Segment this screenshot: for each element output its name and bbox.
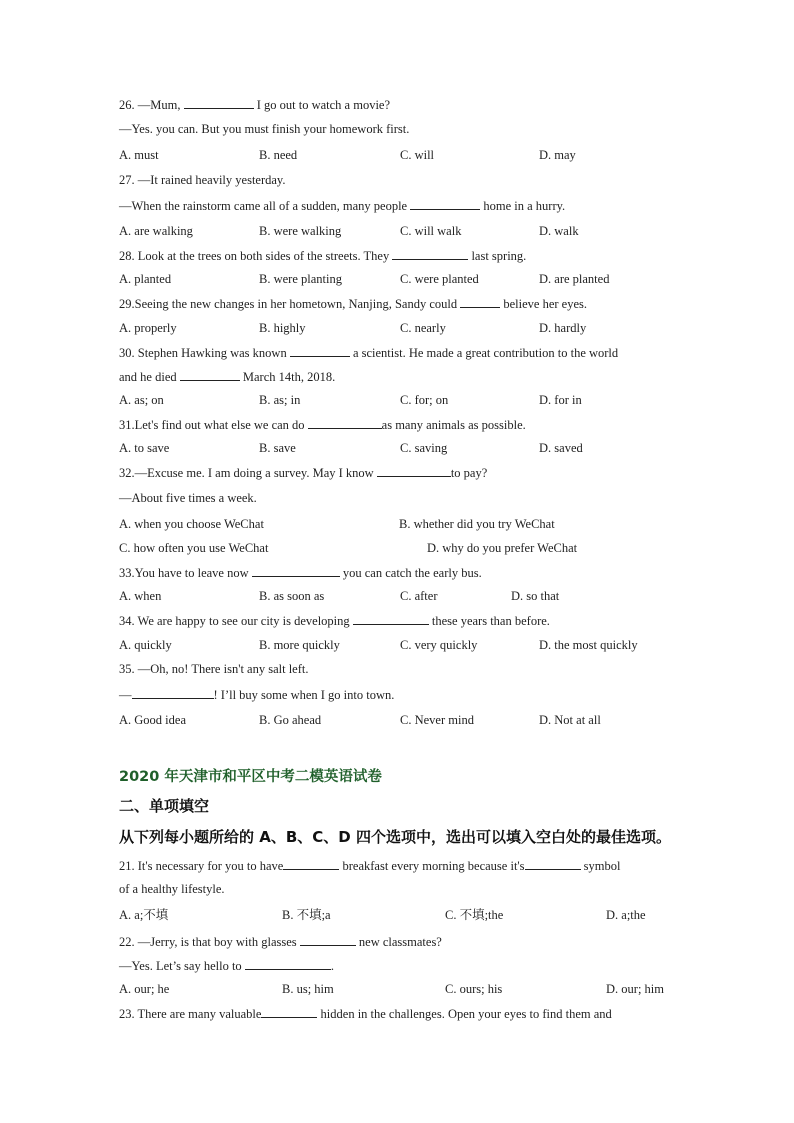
question-31 [119,416,526,433]
q35-option-a: A. Good idea [119,713,186,727]
q34-text-before: 34. We are happy to see our city is developing [119,614,350,628]
q32-text-after: to pay? [450,466,488,480]
question-28 [119,247,526,264]
q30-blank-1 [290,344,350,357]
q31-option-a: A. to save [119,441,170,455]
q30-text-before: 30. Stephen Hawking was known [119,346,287,360]
q30-option-c: C. for; on [400,393,449,407]
q32-option-c: C. how often you use WeChat [119,541,269,555]
q30-text-after: a scientist. He made a great contribution to the world [352,346,619,360]
q21-option-c: C. 不填;the [445,908,504,922]
q22-reply [119,957,334,974]
q29-text-before: 29.Seeing the new changes in her hometown, Nanjing, Sandy could [119,297,458,311]
q26-option-a: A. must [119,148,159,162]
question-26 [119,96,390,113]
q33-option-b: B. as soon as [259,589,325,603]
q31-option-b: B. save [259,441,296,455]
q22-text-before-2: —Yes. Let’s say hello to [119,959,242,973]
question-27: 27. —It rained heavily yesterday. [119,173,286,187]
q27-reply [119,197,565,214]
q34-blank [353,612,429,625]
question-29 [119,295,587,312]
q31-text-after: as many animals as possible. [381,418,526,432]
q21-blank-1 [283,857,339,870]
q33-option-c: C. after [400,589,438,603]
q28-option-d: D. are planted [539,272,610,286]
question-21 [119,857,620,874]
q35-blank [132,686,214,699]
question-34 [119,612,550,629]
q30-line-2 [119,368,335,385]
q21-blank-2 [525,857,581,870]
q27-text-after: home in a hurry. [483,199,566,213]
q32-option-d: D. why do you prefer WeChat [427,541,578,555]
q27-option-d: D. walk [539,224,579,238]
q31-blank [308,416,382,429]
exam-title: 2020 年天津市和平区中考二模英语试卷 [119,769,382,785]
q34-option-d: D. the most quickly [539,638,638,652]
q34-option-b: B. more quickly [259,638,340,652]
q22-option-c: C. ours; his [445,982,503,996]
q21-option-b: B. 不填;a [282,908,331,922]
q30-option-d: D. for in [539,393,582,407]
q27-blank [410,197,480,210]
q29-option-a: A. properly [119,321,177,335]
q21-text-mid: breakfast every morning because it's [342,859,525,873]
q31-option-c: C. saving [400,441,448,455]
q26-option-c: C. will [400,148,435,162]
q23-blank [261,1005,317,1018]
q26-option-b: B. need [259,148,298,162]
q27-option-b: B. were walking [259,224,342,238]
q33-option-d: D. so that [511,589,560,603]
q23-text-after: hidden in the challenges. Open your eyes to find them and [320,1007,612,1021]
q31-option-d: D. saved [539,441,583,455]
q32-option-b: B. whether did you try WeChat [399,517,555,531]
q22-text-before: 22. —Jerry, is that boy with glasses [119,935,297,949]
q32-reply: —About five times a week. [119,491,257,505]
q28-option-a: A. planted [119,272,172,286]
question-33 [119,564,482,581]
q32-blank [377,464,451,477]
q30-option-a: A. as; on [119,393,164,407]
q35-text-before: — [119,688,132,702]
q22-blank-2 [245,957,331,970]
question-30 [119,344,618,361]
q21-line-2: of a healthy lifestyle. [119,882,225,896]
q26-reply: —Yes. you can. But you must finish your homework first. [119,122,410,136]
q29-option-d: D. hardly [539,321,587,335]
q26-text-before: 26. —Mum, [119,98,181,112]
q22-text-after-2: . [330,959,334,973]
q28-option-b: B. were planting [259,272,342,286]
q28-text-before: 28. Look at the trees on both sides of the streets. They [119,249,390,263]
q30-text-after-2: March 14th, 2018. [242,370,336,384]
q26-blank [184,96,254,109]
q22-blank-1 [300,933,356,946]
q21-text-after: symbol [583,859,621,873]
question-23 [119,1005,612,1022]
q27-text-before: —When the rainstorm came all of a sudden, many people [119,199,408,213]
q27-option-a: A. are walking [119,224,193,238]
q27-option-c: C. will walk [400,224,462,238]
q21-option-d: D. a;the [606,908,646,922]
q33-text-after: you can catch the early bus. [342,566,482,580]
q23-text-before: 23. There are many valuable [119,1007,262,1021]
q35-option-d: D. Not at all [539,713,601,727]
q22-option-b: B. us; him [282,982,334,996]
q21-option-a: A. a;不填 [119,908,169,922]
q33-blank [252,564,340,577]
q22-text-after: new classmates? [358,935,442,949]
q21-text-before: 21. It's necessary for you to have [119,859,284,873]
q29-option-b: B. highly [259,321,306,335]
section-heading: 二、单项填空 [119,797,210,815]
question-35: 35. —Oh, no! There isn't any salt left. [119,662,309,676]
q30-text-before-2: and he died [119,370,177,384]
q35-option-c: C. Never mind [400,713,474,727]
q35-text-after: ! I’ll buy some when I go into town. [213,688,395,702]
question-32 [119,464,487,481]
q31-text-before: 31.Let's find out what else we can do [119,418,305,432]
section-instruction: 从下列每小题所给的 A、B、C、D 四个选项中，选出可以填入空白处的最佳选项。 [119,828,671,846]
q22-option-a: A. our; he [119,982,170,996]
q34-option-a: A. quickly [119,638,172,652]
q29-text-after: believe her eyes. [503,297,588,311]
question-22 [119,933,442,950]
q28-option-c: C. were planted [400,272,479,286]
q30-blank-2 [180,368,240,381]
q32-option-a: A. when you choose WeChat [119,517,264,531]
q26-option-d: D. may [539,148,576,162]
q22-option-d: D. our; him [606,982,664,996]
q26-text-after: I go out to watch a movie? [256,98,391,112]
q32-text-before: 32.—Excuse me. I am doing a survey. May I know [119,466,374,480]
q33-option-a: A. when [119,589,162,603]
q34-text-after: these years than before. [431,614,550,628]
q28-blank [392,247,468,260]
q30-option-b: B. as; in [259,393,301,407]
q34-option-c: C. very quickly [400,638,478,652]
q28-text-after: last spring. [471,249,527,263]
q35-reply [119,686,394,703]
q29-option-c: C. nearly [400,321,446,335]
q29-blank [460,295,500,308]
q35-option-b: B. Go ahead [259,713,322,727]
q33-text-before: 33.You have to leave now [119,566,249,580]
